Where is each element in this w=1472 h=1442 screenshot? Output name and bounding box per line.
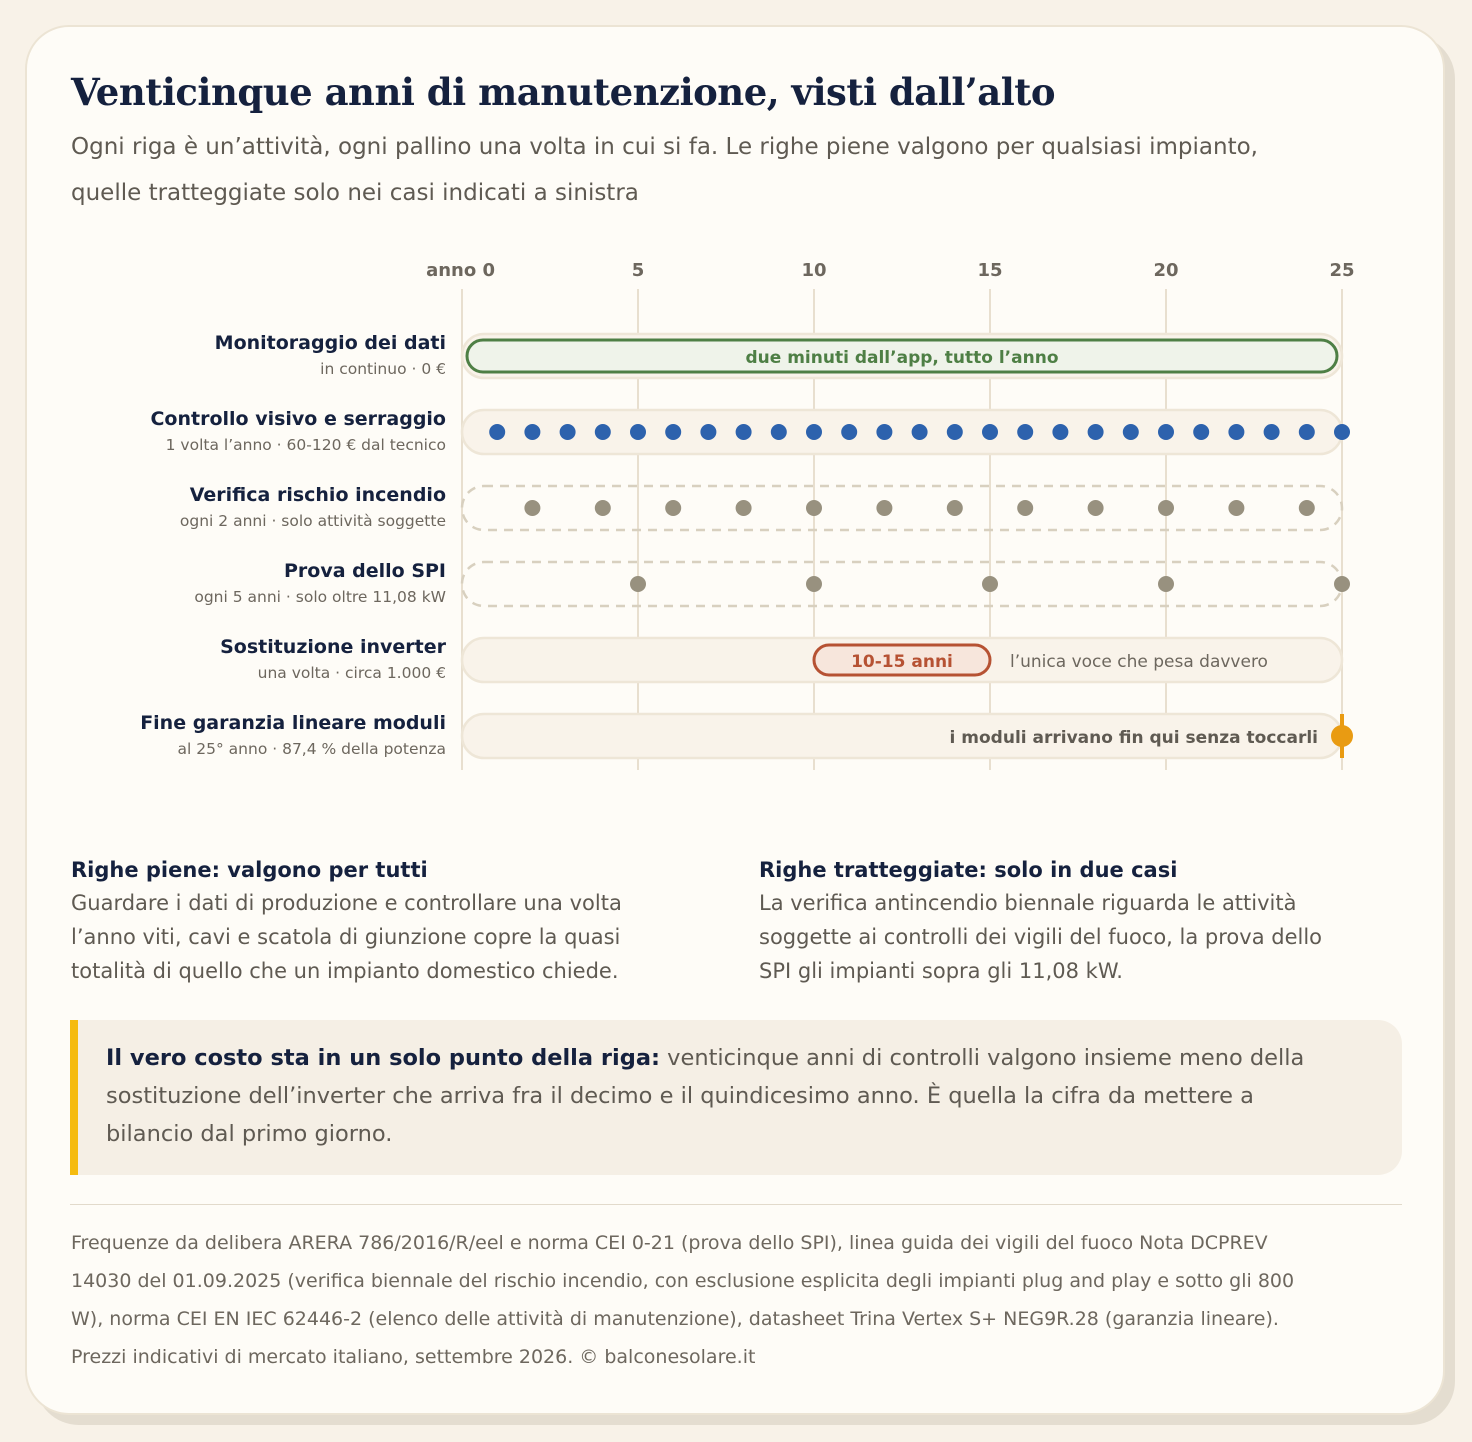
x-tick-label: 10	[801, 260, 827, 281]
row-label	[150, 406, 446, 458]
event-dot	[1299, 424, 1315, 440]
callout-line: sostituzione dell’inverter che arriva fra il decimo e il quindicesimo anno. È quella la cifra da mettere a	[106, 1083, 1254, 1109]
footer-line: Frequenze da delibera ARERA 786/2016/R/eel e norma CEI 0-21 (prova dello SPI), linea guida dei vigili del fuoco Nota DCPREV	[71, 1232, 1268, 1254]
event-dot	[630, 576, 646, 592]
event-dot	[1228, 500, 1244, 516]
x-tick-label: 5	[631, 260, 645, 281]
x-tick-label: anno 0	[426, 260, 495, 281]
marker-label: i moduli arrivano fin qui senza toccarli	[949, 728, 1318, 748]
event-dot	[1264, 424, 1280, 440]
row-label-name: Fine garanzia lineare moduli	[140, 712, 446, 734]
note-line: La verifica antincendio biennale riguarda le attività	[759, 891, 1297, 915]
callout-line: bilancio dal primo giorno.	[106, 1121, 393, 1147]
event-dot	[1334, 424, 1350, 440]
event-dot	[665, 500, 681, 516]
event-dot	[489, 424, 505, 440]
event-dot	[700, 424, 716, 440]
event-dot	[806, 576, 822, 592]
callout-line	[106, 1039, 1304, 1077]
range-label: 10-15 anni	[851, 652, 953, 672]
callout-bold: Il vero costo sta in un solo punto della riga:	[106, 1045, 661, 1071]
event-dot	[1017, 500, 1033, 516]
footer-line: W), norma CEI EN IEC 62446-2 (elenco delle attività di manutenzione), datasheet Trina Vertex S+ NEG9R.28 (garanzia lineare).	[71, 1308, 1279, 1330]
bar-label: due minuti dall’app, tutto l’anno	[745, 348, 1059, 368]
event-dot	[982, 576, 998, 592]
dashed-track	[462, 562, 1342, 606]
footer-line: 14030 del 01.09.2025 (verifica biennale del rischio incendio, con esclusione esplicita degli impianti plug and play e sotto gli 800	[71, 1270, 1295, 1292]
row-label-name: Sostituzione inverter	[220, 636, 446, 658]
row-label	[140, 710, 446, 762]
event-dot	[876, 500, 892, 516]
x-tick-label: 20	[1153, 260, 1179, 281]
sources-footer	[71, 1224, 1411, 1376]
event-dot	[736, 500, 752, 516]
note-line: Guardare i dati di produzione e controllare una volta	[71, 891, 622, 915]
row-label-sub: al 25° anno · 87,4 % della potenza	[177, 740, 446, 758]
row-label	[220, 634, 446, 686]
row-label	[194, 558, 446, 610]
event-dot	[665, 424, 681, 440]
event-dot	[876, 424, 892, 440]
event-dot	[806, 500, 822, 516]
event-dot	[771, 424, 787, 440]
row-label-sub: 1 volta l’anno · 60-120 € dal tecnico	[165, 436, 446, 454]
note-line: totalità di quello che un impianto domestico chiede.	[71, 959, 619, 983]
note-title: Righe tratteggiate: solo in due casi	[759, 858, 1178, 882]
event-dot	[595, 424, 611, 440]
event-dot	[1158, 424, 1174, 440]
event-dot	[1088, 500, 1104, 516]
event-dot	[947, 424, 963, 440]
event-dot	[1193, 424, 1209, 440]
page-title: Venticinque anni di manutenzione, visti dall’alto	[71, 70, 1056, 114]
row-label-name: Monitoraggio dei dati	[214, 332, 446, 354]
callout-box	[70, 1020, 1402, 1175]
event-dot	[947, 500, 963, 516]
x-tick-label: 15	[977, 260, 1003, 281]
event-dot	[1158, 500, 1174, 516]
event-dot	[982, 424, 998, 440]
callout-text	[106, 1039, 1304, 1153]
footer-line: Prezzi indicativi di mercato italiano, settembre 2026. © balconesolare.it	[71, 1346, 756, 1368]
event-dot	[524, 424, 540, 440]
note-line: l’anno viti, cavi e scatola di giunzione copre la quasi	[71, 925, 621, 949]
subtitle-line: Ogni riga è un’attività, ogni pallino una volta in cui si fa. Le righe piene valgono per qualsiasi impianto,	[71, 134, 1258, 160]
warranty-end-marker	[1331, 725, 1353, 747]
subtitle-line: quelle tratteggiate solo nei casi indicati a sinistra	[71, 180, 639, 206]
dashed-track	[462, 486, 1342, 530]
event-dot	[1334, 576, 1350, 592]
event-dot	[1228, 424, 1244, 440]
event-dot	[560, 424, 576, 440]
note-text	[759, 886, 1369, 988]
row-label	[215, 330, 446, 382]
divider	[70, 1204, 1402, 1205]
event-dot	[1017, 424, 1033, 440]
row-label-sub: in continuo · 0 €	[320, 360, 446, 378]
row-label	[180, 482, 446, 534]
event-dot	[595, 500, 611, 516]
note-line: soggette ai controlli dei vigili del fuoco, la prova dello	[759, 925, 1323, 949]
event-dot	[912, 424, 928, 440]
event-dot	[736, 424, 752, 440]
note-solid-rows	[71, 854, 681, 988]
note-title: Righe piene: valgono per tutti	[71, 858, 428, 882]
x-tick-label: 25	[1329, 260, 1355, 281]
note-text	[71, 886, 681, 988]
event-dot	[1123, 424, 1139, 440]
event-dot	[524, 500, 540, 516]
row-label-name: Controllo visivo e serraggio	[150, 408, 446, 430]
event-dot	[1299, 500, 1315, 516]
row-label-name: Verifica rischio incendio	[189, 484, 446, 506]
event-dot	[1088, 424, 1104, 440]
solid-track	[462, 410, 1342, 454]
event-dot	[630, 424, 646, 440]
row-label-name: Prova dello SPI	[283, 560, 446, 582]
event-dot	[841, 424, 857, 440]
row-label-sub: ogni 5 anni · solo oltre 11,08 kW	[194, 588, 446, 606]
row-label-sub: ogni 2 anni · solo attività soggette	[179, 512, 446, 530]
range-note: l’unica voce che pesa davvero	[1010, 652, 1268, 672]
event-dot	[1158, 576, 1174, 592]
event-dot	[1052, 424, 1068, 440]
note-line: SPI gli impianti sopra gli 11,08 kW.	[759, 959, 1123, 983]
note-dashed-rows	[759, 854, 1369, 988]
event-dot	[806, 424, 822, 440]
callout-part: venticinque anni di controlli valgono insieme meno della	[660, 1045, 1305, 1071]
row-label-sub: una volta · circa 1.000 €	[257, 664, 446, 682]
